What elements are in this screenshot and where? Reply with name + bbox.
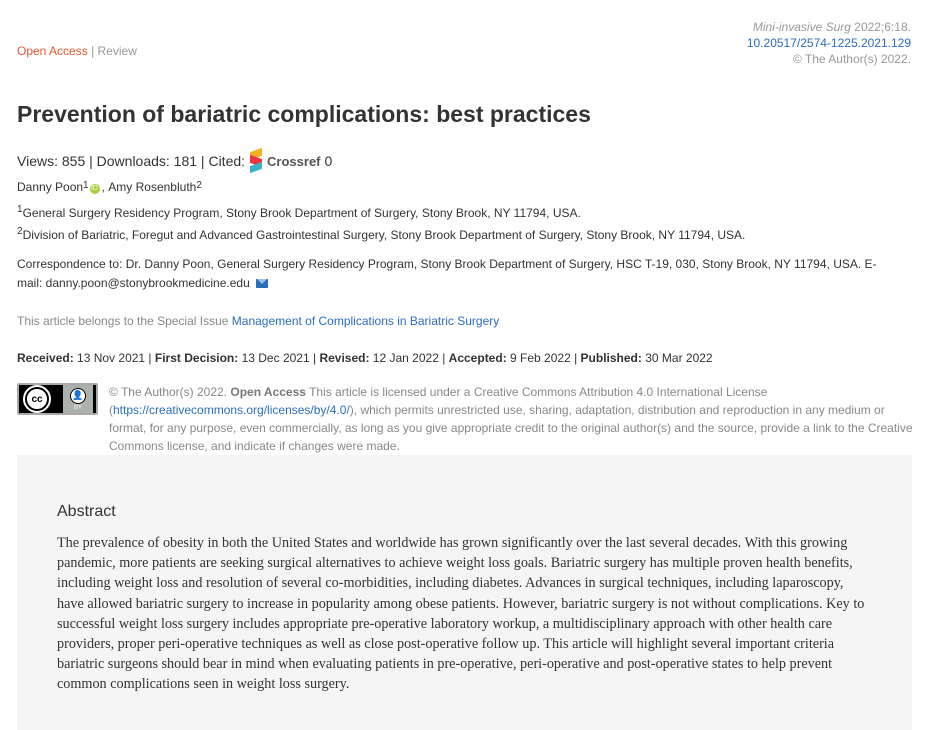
article-dates: Received: 13 Nov 2021 | First Decision: 13 Dec 2021 | Revised: 12 Jan 2022 | Accepted: 9 Feb 2022 | Published: 30 Mar 2022	[17, 351, 713, 365]
author-affil-sup: 1	[83, 180, 89, 191]
journal-name: Mini-invasive Surg	[752, 20, 851, 34]
special-issue-note	[17, 314, 499, 328]
orcid-icon[interactable]: iD	[91, 185, 98, 192]
cc-by-label: BY	[73, 404, 82, 411]
article-metrics	[17, 150, 332, 172]
author-link[interactable]: Danny Poon	[17, 180, 84, 194]
metrics-text: Views: 855 | Downloads: 181 | Cited:	[17, 153, 246, 169]
license-text	[109, 383, 914, 455]
correspondence	[17, 255, 897, 293]
article-title: Prevention of bariatric complications: best practices	[17, 101, 591, 127]
date-value: 30 Mar 2022	[641, 351, 713, 365]
date-label: Revised:	[319, 351, 370, 365]
abstract-heading: Abstract	[57, 503, 116, 520]
license-open-access: Open Access	[230, 385, 306, 399]
article-meta-left	[17, 44, 137, 58]
affiliation-sup: 1	[17, 204, 23, 215]
cc-logo-icon: cc	[25, 387, 49, 411]
author-link[interactable]: Amy Rosenbluth	[108, 180, 197, 194]
article-type-label: Review	[97, 44, 137, 58]
author-separator: ,	[101, 180, 109, 194]
license-url-link[interactable]: https://creativecommons.org/licenses/by/4.0/	[113, 403, 350, 417]
correspondence-text: Correspondence to: Dr. Danny Poon, General Surgery Residency Program, Stony Brook Department of Surgery, HSC T-19, 030, Stony Brook, NY 11794, USA. E-mail: danny.poon@stonybrookmedicine.edu	[17, 257, 877, 290]
abstract-section	[17, 455, 912, 730]
person-icon: 👤	[70, 388, 86, 404]
citation-block	[747, 19, 911, 67]
date-label: Published:	[580, 351, 642, 365]
special-issue-link[interactable]: Management of Complications in Bariatric Surgery	[231, 314, 500, 328]
copyright-text: © The Author(s) 2022.	[792, 52, 911, 66]
date-value: 9 Feb 2022	[506, 351, 571, 365]
author-affil-sup: 2	[196, 180, 202, 191]
date-label: Received:	[17, 351, 74, 365]
creative-commons-icon[interactable]	[17, 383, 98, 415]
date-value: 12 Jan 2022	[369, 351, 439, 365]
date-label: Accepted:	[448, 351, 507, 365]
crossref-logo-icon	[249, 150, 265, 172]
license-text-1: This article is licensed under a Creative Commons Attribution 4.0 International License (	[109, 385, 768, 417]
license-copyright: © The Author(s) 2022.	[109, 385, 231, 399]
affiliation-text: General Surgery Residency Program, Stony Brook Department of Surgery, Stony Brook, NY 11794, USA.	[22, 206, 581, 220]
crossref-link[interactable]	[249, 150, 320, 172]
date-value: 13 Nov 2021	[73, 351, 146, 365]
affiliation	[17, 204, 581, 220]
separator: |	[91, 44, 95, 58]
cc-by-icon	[63, 385, 93, 413]
affiliation-sup: 2	[17, 226, 23, 237]
abstract-text: The prevalence of obesity in both the United States and worldwide has grown significantly over the last several decades. With this growing pandemic, more patients are seeking surgical alternatives to achieve weight loss goals. Bariatric surgery has multiple proven health benefits, including weight loss and resolution of several co-morbidities, including diabetes. Advances in surgical techniques, including laparoscopy, have allowed bariatric surgery to increase in popularity among obese patients. However, bariatric surgery is not without complications. Key to successful weight loss surgery includes appropriate pre-operative laboratory workup, a multidisciplinary approach with other health care providers, proper peri-operative techniques as well as close post-operative follow up. This article will highlight several important criteria bariatric surgeons should bear in mind when evaluating patients in pre-operative, peri-operative and post-operative states to help prevent common complications seen in weight loss surgery.	[57, 535, 865, 693]
license-text-2: ), which permits unrestricted use, sharing, adaptation, distribution and reproduction in any medium or format, for any purpose, even commercially, as long as you give appropriate credit to the original author(s) and the source, provide a link to the Creative Commons license, and indicate if changes were made.	[109, 403, 913, 453]
special-issue-prefix: This article belongs to the Special Issue	[17, 314, 232, 328]
open-access-link[interactable]: Open Access	[17, 44, 88, 58]
cited-count: 0	[324, 153, 333, 169]
date-label: First Decision:	[154, 351, 239, 365]
mail-icon[interactable]	[256, 279, 268, 288]
crossref-label: Crossref	[267, 153, 321, 169]
date-value: 13 Dec 2021	[238, 351, 310, 365]
journal-citation	[747, 19, 911, 35]
doi-link[interactable]: 10.20517/2574-1225.2021.129	[746, 36, 911, 50]
affiliation	[17, 226, 745, 242]
affiliation-text: Division of Bariatric, Foregut and Advanced Gastrointestinal Surgery, Stony Brook Department of Surgery, Stony Brook, NY 11794, USA.	[22, 228, 746, 242]
author-list	[17, 180, 202, 194]
citation-volume: 2022;6:18.	[850, 20, 911, 34]
